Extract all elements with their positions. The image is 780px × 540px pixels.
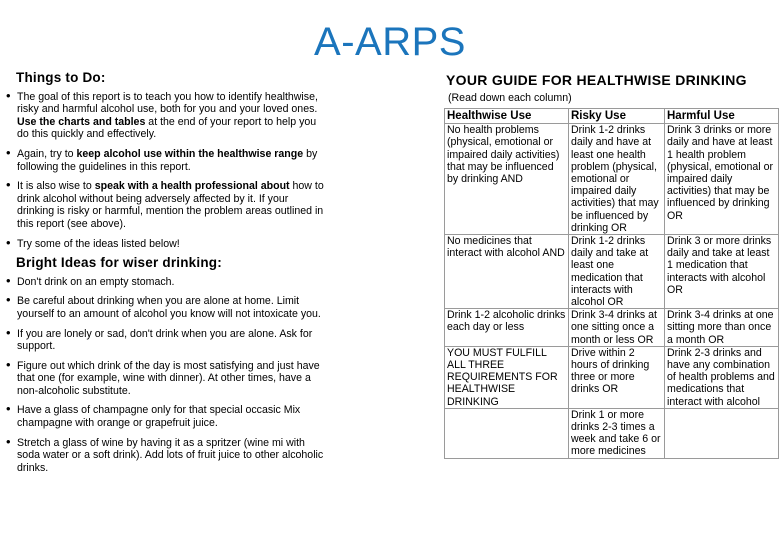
list-item: • Stretch a glass of wine by having it as a spritzer (wine mi with soda water or a soft drink). Add lots of fruit juice to other alcoholic drinks. <box>6 437 328 475</box>
list-item: • Figure out which drink of the day is most satisfying and just have that one (for example, wine with dinner). At other times, have a non-alcoholic substitute. <box>6 360 328 398</box>
bright-ideas-heading: Bright Ideas for wiser drinking: <box>16 255 222 271</box>
table-row <box>445 309 779 347</box>
guide-title: YOUR GUIDE FOR HEALTHWISE DRINKING <box>446 72 747 88</box>
column-header: Harmful Use <box>665 109 779 124</box>
list-item: • If you are lonely or sad, don't drink when you are alone. Ask for support. <box>6 328 328 353</box>
table-cell: Drink 3-4 drinks at one sitting more than once a month OR <box>665 309 779 347</box>
list-item: • Have a glass of champagne only for that special occasic Mix champagne with orange or grapefruit juice. <box>6 404 328 429</box>
list-item: • Don't drink on an empty stomach. <box>6 276 328 289</box>
things-to-do-panel <box>6 72 328 481</box>
table-row <box>445 124 779 235</box>
list-item: • The goal of this report is to teach you how to identify healthwise, risky and harmful alcohol use, both for you and your loved ones. Use the charts and tables at the end of your report to help you do this quickly and effectively. <box>6 91 328 141</box>
table-header-row <box>445 109 779 124</box>
table-cell: Drink 3 drinks or more daily and have at least 1 health problem (physical, emotional or impaired daily activities) that may be influenced by drinking OR <box>665 124 779 235</box>
table-cell <box>665 408 779 458</box>
bright-ideas-list <box>6 276 328 475</box>
table-cell: Drive within 2 hours of drinking three or more drinks OR <box>569 346 665 408</box>
list-item: • Be careful about drinking when you are alone at home. Limit yourself to an amount of alcohol you know will not intoxicate you. <box>6 295 328 320</box>
table-row <box>445 235 779 309</box>
drinking-guide-panel <box>444 72 780 459</box>
slide-title: A-ARPS <box>314 20 466 64</box>
table-cell: Drink 1-2 drinks daily and take at least one medication that interacts with alcohol OR <box>569 235 665 309</box>
table-cell <box>445 408 569 458</box>
list-item: • It is also wise to speak with a health professional about how to drink alcohol without being adversely affected by it. If your drinking is risky or harmful, mention the problem areas outlined in this report (see above). <box>6 180 328 230</box>
things-to-do-list <box>6 91 328 251</box>
things-to-do-heading: Things to Do: <box>16 70 106 85</box>
guide-table <box>444 108 779 459</box>
column-header: Risky Use <box>569 109 665 124</box>
table-cell: Drink 1-2 alcoholic drinks each day or less <box>445 309 569 347</box>
table-cell: Drink 1 or more drinks 2-3 times a week and take 6 or more medicines <box>569 408 665 458</box>
list-item: • Again, try to keep alcohol use within the healthwise range by following the guidelines in this report. <box>6 148 328 173</box>
table-cell: No health problems (physical, emotional or impaired daily activities) that may be influenced by drinking AND <box>445 124 569 235</box>
table-cell: Drink 1-2 drinks daily and have at least one health problem (physical, emotional or impaired daily activities) that may be influenced by drinking OR <box>569 124 665 235</box>
list-item: • Try some of the ideas listed below! <box>6 238 328 251</box>
table-cell: Drink 2-3 drinks and have any combination of health problems and medications that interact with alcohol <box>665 346 779 408</box>
guide-subtitle: (Read down each column) <box>448 92 572 104</box>
table-cell: Drink 3-4 drinks at one sitting once a month or less OR <box>569 309 665 347</box>
table-cell: No medicines that interact with alcohol AND <box>445 235 569 309</box>
table-row <box>445 408 779 458</box>
table-row <box>445 346 779 408</box>
column-header: Healthwise Use <box>445 109 569 124</box>
table-cell: Drink 3 or more drinks daily and take at least 1 medication that interacts with alcohol OR <box>665 235 779 309</box>
table-cell: YOU MUST FULFILL ALL THREE REQUIREMENTS FOR HEALTHWISE DRINKING <box>445 346 569 408</box>
